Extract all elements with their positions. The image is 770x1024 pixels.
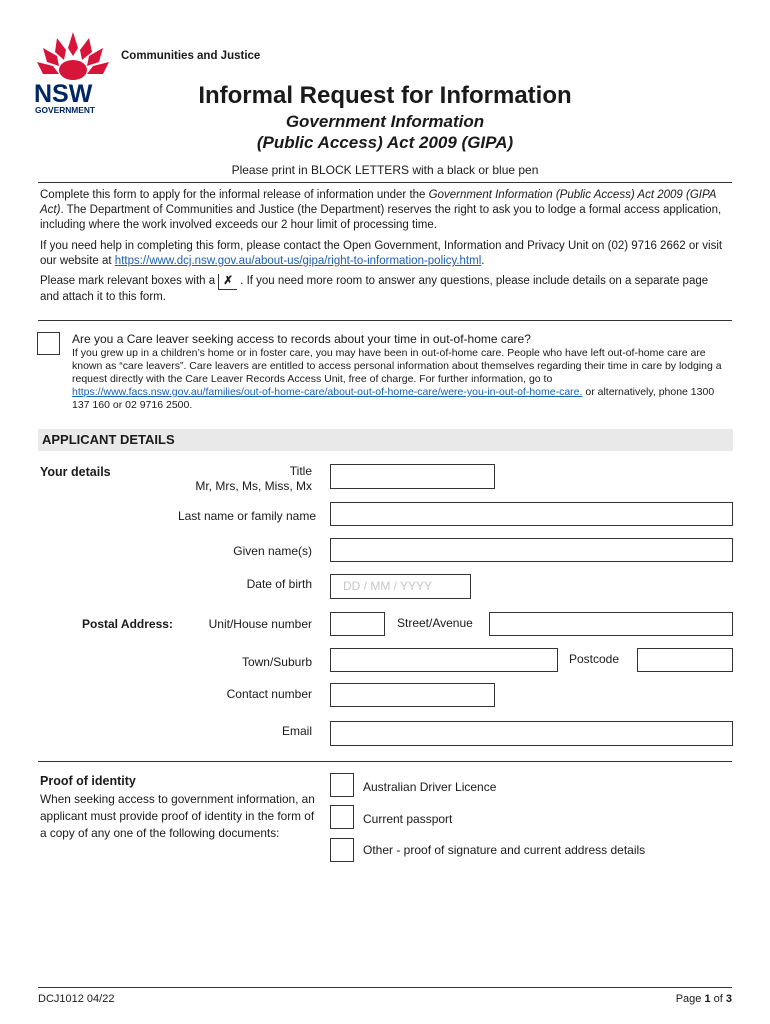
- gipa-policy-link[interactable]: https://www.dcj.nsw.gov.au/about-us/gipa/right-to-information-policy.html: [114, 255, 482, 267]
- divider: [38, 182, 732, 183]
- street-label: Street/Avenue: [397, 616, 473, 630]
- proof-description: When seeking access to government information, an applicant must provide proof of identity in the form of a copy of any one of the following documents:: [40, 792, 315, 840]
- contact-input[interactable]: [330, 683, 495, 707]
- postal-address-label: Postal Address:: [82, 617, 173, 631]
- logo-nsw-text: NSW: [34, 80, 93, 108]
- department-name: Communities and Justice: [121, 50, 261, 62]
- proof-heading: Proof of identity: [40, 774, 136, 788]
- care-leaver-checkbox[interactable]: [37, 332, 60, 355]
- other-proof-checkbox[interactable]: [330, 838, 354, 862]
- postcode-label: Postcode: [569, 652, 620, 666]
- unit-label: Unit/House number: [208, 617, 312, 631]
- care-leaver-question: Are you a Care leaver seeking access to records about your time in out-of-home care?: [72, 332, 531, 346]
- page-number: Page 1 of 3: [675, 993, 732, 1005]
- postcode-input[interactable]: [637, 648, 733, 672]
- form-subtitle-line1: Government Information: [285, 112, 485, 131]
- footer-divider: [38, 987, 732, 988]
- cross-mark-icon: ✗: [218, 274, 237, 290]
- given-names-label: Given name(s): [233, 544, 312, 558]
- email-label: Email: [281, 724, 312, 738]
- intro-text: [40, 188, 730, 305]
- print-instruction: Please print in BLOCK LETTERS with a black or blue pen: [231, 163, 539, 177]
- form-title: Informal Request for Information: [198, 82, 572, 109]
- form-code: DCJ1012 04/22: [38, 993, 115, 1005]
- intro-paragraph-1: Complete this form to apply for the informal release of information under the Government Information (Public Access) Act 2009 (GIPA Act). The Department of Communities and Justice (the Department) reserves the right to ask you to lodge a formal access application, including where the work involved exceeds our 2 hour limit of processing time.: [40, 189, 722, 231]
- contact-label: Contact number: [226, 687, 312, 701]
- form-subtitle-line2: (Public Access) Act 2009 (GIPA): [256, 133, 514, 152]
- email-input[interactable]: [330, 721, 733, 746]
- divider: [38, 761, 732, 762]
- other-proof-label: Other - proof of signature and current address details: [363, 843, 646, 857]
- passport-checkbox[interactable]: [330, 805, 354, 829]
- driver-licence-label: Australian Driver Licence: [363, 780, 497, 794]
- town-label: Town/Suburb: [241, 655, 312, 669]
- logo-government-text: GOVERNMENT: [35, 105, 96, 115]
- title-input[interactable]: [330, 464, 495, 489]
- given-names-input[interactable]: [330, 538, 733, 562]
- driver-licence-checkbox[interactable]: [330, 773, 354, 797]
- applicant-details-heading: APPLICANT DETAILS: [38, 429, 733, 451]
- divider: [38, 320, 732, 321]
- dob-input[interactable]: DD / MM / YYYY: [330, 574, 471, 599]
- last-name-input[interactable]: [330, 502, 733, 526]
- intro-paragraph-3: Please mark relevant boxes with a ✗ . If you need more room to answer any questions, please include details on a separate page and attach it to this form.: [40, 275, 709, 303]
- care-leaver-link[interactable]: https://www.facs.nsw.gov.au/families/out-of-home-care/about-out-of-home-care/were-you-in-out-of-home-care.: [72, 386, 583, 398]
- title-label: Title: [289, 464, 312, 478]
- passport-label: Current passport: [363, 812, 453, 826]
- dob-label: Date of birth: [246, 577, 312, 591]
- unit-input[interactable]: [330, 612, 385, 636]
- street-input[interactable]: [489, 612, 733, 636]
- title-options: Mr, Mrs, Ms, Miss, Mx: [195, 479, 312, 493]
- your-details-label: Your details: [40, 465, 111, 479]
- intro-paragraph-2: If you need help in completing this form, please contact the Open Government, Information and Privacy Unit on (02) 9716 2662 or visit our website at https://www.dcj.nsw.gov.au/about-us/gipa/right-to-information-policy.html.: [40, 240, 723, 267]
- last-name-label: Last name or family name: [177, 509, 316, 523]
- care-leaver-detail: If you grew up in a children’s home or in foster care, you may have been in out-of-home care. People who have left out-of-home care are known as “care leavers”. Care leavers are entitled to access personal information about themselves regarding their time in care by lodging a request directly with the Care Leaver Records Access Unit, free of charge. For further information, go to https://www.facs.nsw.gov.au/families/out-of-home-care/about-out-of-home-care/were-you-in-out-of-home-care. or alternatively, phone 1300 137 160 or 02 9716 2500.: [72, 347, 722, 411]
- town-input[interactable]: [330, 648, 558, 672]
